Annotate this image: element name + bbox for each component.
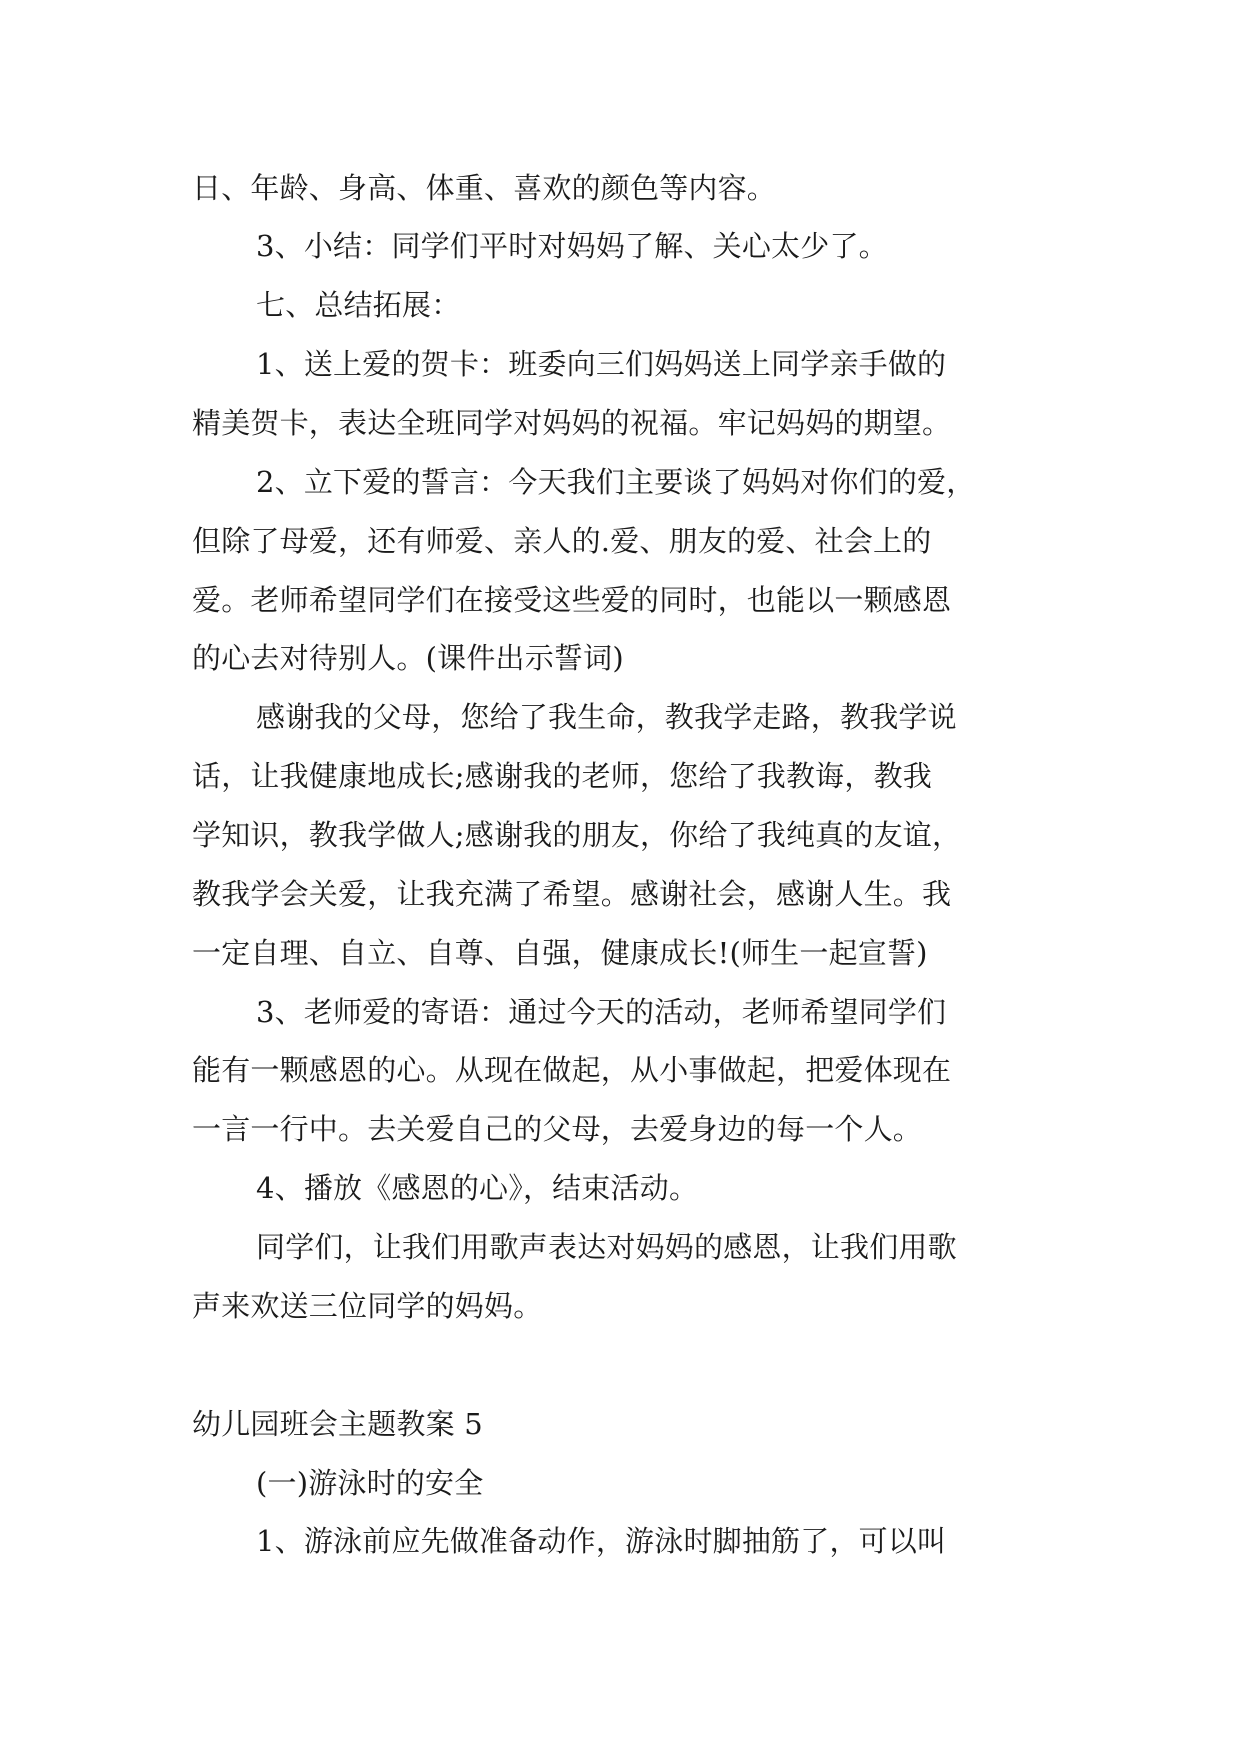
text-line: 教我学会关爱，让我充满了希望。感谢社会，感谢人生。我	[192, 877, 952, 911]
text-line: 精美贺卡，表达全班同学对妈妈的祝福。牢记妈妈的期望。	[192, 406, 952, 440]
text-line: 的心去对待别人。(课件出示誓词)	[192, 641, 624, 675]
text-line: (一)游泳时的安全	[256, 1466, 484, 1500]
text-line: 七、总结拓展：	[256, 288, 461, 322]
text-line: 日、年龄、身高、体重、喜欢的颜色等内容。	[192, 171, 777, 205]
text-line: 学知识，教我学做人;感谢我的朋友，你给了我纯真的友谊，	[192, 818, 962, 852]
text-line: 同学们，让我们用歌声表达对妈妈的感恩，让我们用歌	[256, 1230, 957, 1264]
text-line: 能有一颗感恩的心。从现在做起，从小事做起，把爱体现在	[192, 1053, 952, 1087]
text-line: 3、小结：同学们平时对妈妈了解、关心太少了。	[256, 229, 888, 263]
text-line: 一定自理、自立、自尊、自强，健康成长!(师生一起宣誓)	[192, 936, 928, 970]
text-line: 但除了母爱，还有师爱、亲人的.爱、朋友的爱、社会上的	[192, 524, 932, 558]
text-line: 一言一行中。去关爱自己的父母，去爱身边的每一个人。	[192, 1112, 923, 1146]
text-line: 声来欢送三位同学的妈妈。	[192, 1289, 543, 1323]
text-line: 1、游泳前应先做准备动作，游泳时脚抽筋了，可以叫	[256, 1524, 947, 1558]
text-line: 4、播放《感恩的心》，结束活动。	[256, 1171, 699, 1205]
text-line: 2、立下爱的誓言：今天我们主要谈了妈妈对你们的爱，	[256, 465, 976, 499]
text-line: 话，让我健康地成长;感谢我的老师，您给了我教诲，教我	[192, 759, 932, 793]
section-title: 幼儿园班会主题教案 5	[192, 1407, 483, 1441]
text-line: 3、老师爱的寄语：通过今天的活动，老师希望同学们	[256, 995, 947, 1029]
text-line: 感谢我的父母，您给了我生命，教我学走路，教我学说	[256, 700, 957, 734]
text-line: 1、送上爱的贺卡：班委向三们妈妈送上同学亲手做的	[256, 347, 947, 381]
text-line: 爱。老师希望同学们在接受这些爱的同时，也能以一颗感恩	[192, 583, 952, 617]
